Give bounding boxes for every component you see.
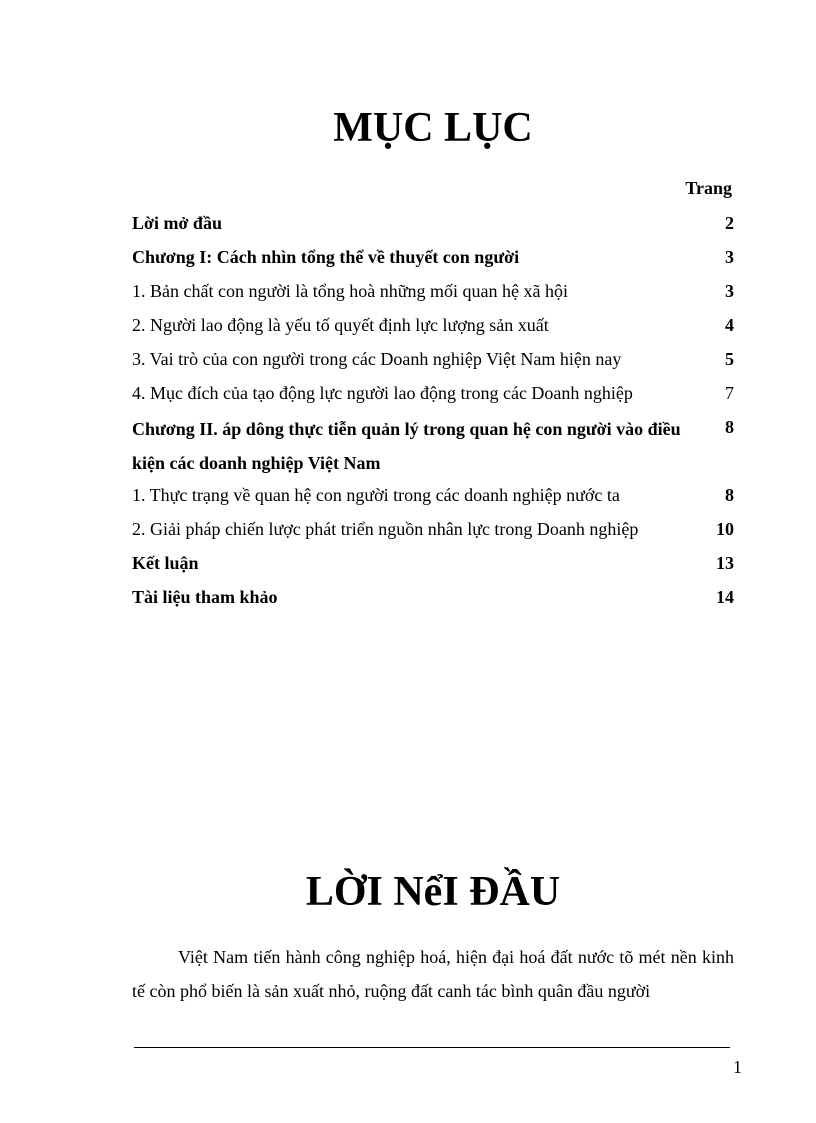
toc-entry-page: 10 (716, 519, 734, 539)
toc-entry-page: 4 (725, 315, 734, 335)
page-number: 1 (733, 1057, 742, 1077)
toc-entry-1-1 (132, 276, 734, 310)
toc-entry-page: 7 (725, 383, 734, 403)
footer-divider (134, 1047, 730, 1048)
toc-entry-text: 2. Người lao động là yếu tố quyết định lực lượng sản xuất (132, 315, 549, 335)
toc-entry-text: Lời mở đầu (132, 213, 222, 233)
toc-entry-text: Kết luận (132, 553, 199, 573)
toc-entry-text: Chương I: Cách nhìn tổng thể về thuyết con người (132, 247, 520, 267)
toc-entry-text: Tài liệu tham khảo (132, 587, 278, 607)
toc-entry-page: 14 (716, 587, 734, 607)
toc-title: MỤC LỤC (333, 105, 533, 151)
toc-entry-intro (132, 208, 734, 242)
intro-title: LỜI NểI ĐẦU (305, 869, 561, 915)
toc-entry-page: 8 (725, 485, 734, 505)
toc-entry-page: 3 (725, 281, 734, 301)
toc-entry-chapter-1 (132, 242, 734, 276)
toc-entry-text: 1. Thực trạng về quan hệ con người trong các doanh nghiệp nước ta (132, 485, 620, 505)
toc-entry-text: 3. Vai trò của con người trong các Doanh nghiệp Việt Nam hiện nay (132, 349, 622, 369)
toc-entry-page: 3 (725, 247, 734, 267)
toc-entry-text: 1. Bản chất con người là tổng hoà những mối quan hệ xã hội (132, 281, 568, 301)
toc-entry-1-3 (132, 344, 734, 378)
toc-entry-text: Chương II. áp dông thực tiễn quản lý trong quan hệ con người vào điều kiện các doanh nghiệp Việt Nam (132, 419, 681, 473)
toc-entry-conclusion (132, 548, 734, 582)
toc-entry-2-1 (132, 480, 734, 514)
page-column-header: Trang (685, 178, 732, 198)
toc-entry-2-2 (132, 514, 734, 548)
toc-entry-page: 13 (716, 553, 734, 573)
toc-entry-page: 5 (725, 349, 734, 369)
toc-entry-text: 2. Giải pháp chiến lược phát triển nguồn nhân lực trong Doanh nghiệp (132, 519, 639, 539)
table-of-contents (132, 208, 734, 616)
toc-entry-page: 2 (725, 213, 734, 233)
intro-paragraph: Việt Nam tiến hành công nghiệp hoá, hiện đại hoá đất nước tõ mét nền kinh tế còn phổ biến là sản xuất nhỏ, ruộng đất canh tác bình quân đầu người (132, 947, 734, 1001)
toc-entry-1-4 (132, 378, 734, 412)
toc-entry-chapter-2 (132, 412, 734, 480)
toc-entry-page: 8 (725, 417, 734, 437)
toc-entry-text: 4. Mục đích của tạo động lực người lao động trong các Doanh nghiệp (132, 383, 633, 403)
toc-entry-references (132, 582, 734, 616)
toc-entry-1-2 (132, 310, 734, 344)
